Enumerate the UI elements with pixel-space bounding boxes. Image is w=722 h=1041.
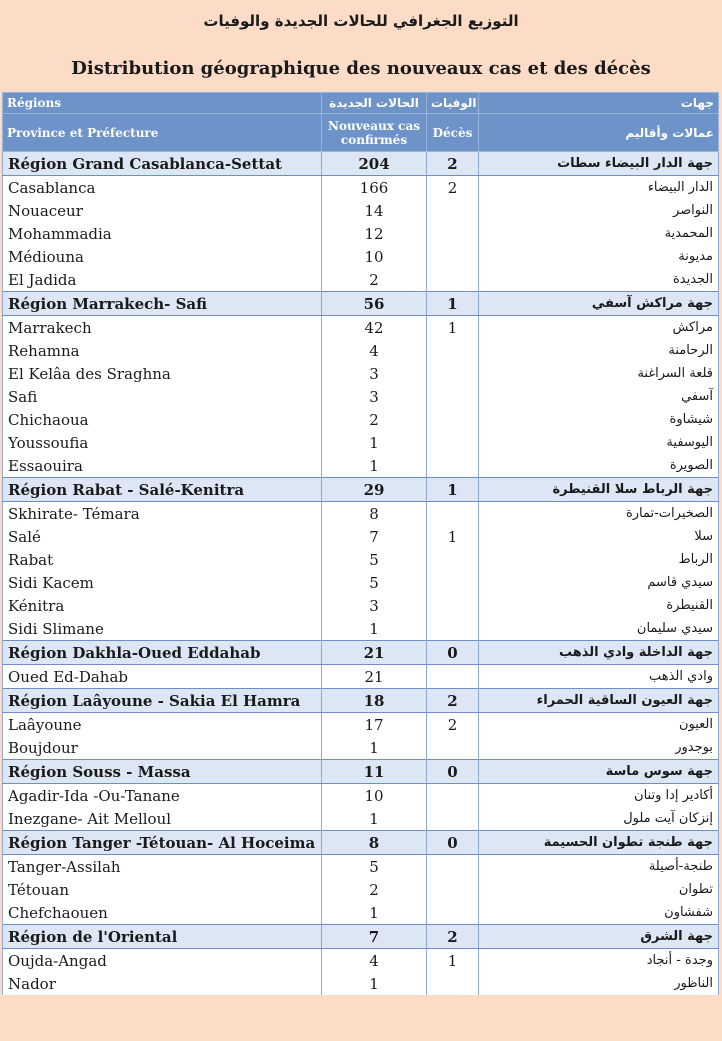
cell-name-ar: الرحامنة — [479, 339, 719, 362]
cell-deaths: 1 — [427, 316, 479, 340]
cell-new-cases: 2 — [322, 268, 427, 292]
cell-name-ar: الناظور — [479, 972, 719, 995]
cell-name-ar: القنيطرة — [479, 594, 719, 617]
cell-name-fr: Laâyoune — [3, 713, 322, 737]
province-row — [3, 571, 719, 594]
cell-deaths: 1 — [427, 478, 479, 502]
table-body — [3, 152, 719, 996]
province-row — [3, 972, 719, 995]
cell-new-cases: 166 — [322, 176, 427, 200]
cell-deaths: 1 — [427, 292, 479, 316]
cell-new-cases: 7 — [322, 925, 427, 949]
cell-name-ar: مراكش — [479, 316, 719, 340]
region-row — [3, 831, 719, 855]
cell-deaths — [427, 339, 479, 362]
cell-deaths — [427, 385, 479, 408]
cell-name-fr: Tétouan — [3, 878, 322, 901]
cell-new-cases: 8 — [322, 502, 427, 526]
cell-new-cases: 1 — [322, 431, 427, 454]
province-row — [3, 199, 719, 222]
cell-name-fr: Boujdour — [3, 736, 322, 760]
province-row — [3, 855, 719, 879]
cell-name-ar: قلعة السراغنة — [479, 362, 719, 385]
province-row — [3, 339, 719, 362]
province-row — [3, 617, 719, 641]
province-row — [3, 222, 719, 245]
province-row — [3, 316, 719, 340]
cell-name-fr: Région Souss - Massa — [3, 760, 322, 784]
cell-deaths — [427, 617, 479, 641]
cell-name-ar: الصخيرات-تمارة — [479, 502, 719, 526]
cell-name-ar: جهة الشرق — [479, 925, 719, 949]
cell-name-fr: Région Rabat - Salé-Kenitra — [3, 478, 322, 502]
cell-new-cases: 14 — [322, 199, 427, 222]
header-regions-fr: Régions — [3, 93, 322, 114]
cell-name-ar: آسفي — [479, 385, 719, 408]
cell-deaths — [427, 855, 479, 879]
province-row — [3, 713, 719, 737]
cell-deaths — [427, 431, 479, 454]
region-row — [3, 152, 719, 176]
cell-name-fr: Inezgane- Ait Melloul — [3, 807, 322, 831]
region-row — [3, 760, 719, 784]
cell-name-ar: الصويرة — [479, 454, 719, 478]
cell-deaths: 0 — [427, 831, 479, 855]
cell-name-fr: Casablanca — [3, 176, 322, 200]
cell-new-cases: 1 — [322, 972, 427, 995]
header-cases-ar: الحالات الجديدة — [322, 93, 427, 114]
cell-name-ar: طنجة-أصيلة — [479, 855, 719, 879]
cell-name-ar: وادي الذهب — [479, 665, 719, 689]
title-french: Distribution géographique des nouveaux cas et des décès — [71, 58, 651, 79]
cell-deaths — [427, 502, 479, 526]
cell-new-cases: 1 — [322, 901, 427, 925]
cell-name-ar: العيون — [479, 713, 719, 737]
title-arabic: التوزيع الجغرافي للحالات الجديدة والوفيات — [203, 12, 519, 30]
cell-name-ar: الدار البيضاء — [479, 176, 719, 200]
cell-name-ar: المحمدية — [479, 222, 719, 245]
cell-name-ar: جهة مراكش آسفي — [479, 292, 719, 316]
cell-new-cases: 204 — [322, 152, 427, 176]
cell-name-ar: إنزكان آيت ملول — [479, 807, 719, 831]
cell-new-cases: 17 — [322, 713, 427, 737]
cell-new-cases: 3 — [322, 362, 427, 385]
cell-name-ar: سلا — [479, 525, 719, 548]
cell-name-ar: جهة طنجة تطوان الحسيمة — [479, 831, 719, 855]
province-row — [3, 245, 719, 268]
cell-name-ar: اليوسفية — [479, 431, 719, 454]
cell-name-fr: Sidi Slimane — [3, 617, 322, 641]
cell-new-cases: 12 — [322, 222, 427, 245]
cell-new-cases: 3 — [322, 594, 427, 617]
cell-deaths: 1 — [427, 949, 479, 973]
cell-new-cases: 1 — [322, 454, 427, 478]
cell-name-fr: Nouaceur — [3, 199, 322, 222]
cell-name-fr: Rehamna — [3, 339, 322, 362]
header-province-ar: عمالات وأقاليم — [479, 114, 719, 152]
cell-deaths — [427, 571, 479, 594]
cell-name-fr: Région Marrakech- Safi — [3, 292, 322, 316]
distribution-table — [2, 92, 719, 995]
cell-name-fr: Youssoufia — [3, 431, 322, 454]
region-row — [3, 689, 719, 713]
province-row — [3, 949, 719, 973]
region-row — [3, 292, 719, 316]
cell-name-ar: جهة الداخلة وادي الذهب — [479, 641, 719, 665]
cell-name-ar: تطوان — [479, 878, 719, 901]
cell-name-ar: النواصر — [479, 199, 719, 222]
document-header — [0, 0, 722, 92]
cell-name-ar: شفشاون — [479, 901, 719, 925]
cell-deaths — [427, 245, 479, 268]
header-deaths-ar: الوفيات — [427, 93, 479, 114]
cell-name-fr: Oujda-Angad — [3, 949, 322, 973]
cell-deaths — [427, 736, 479, 760]
cell-new-cases: 4 — [322, 339, 427, 362]
cell-name-fr: Sidi Kacem — [3, 571, 322, 594]
cell-name-ar: وجدة - أنجاد — [479, 949, 719, 973]
cell-name-fr: Agadir-Ida -Ou-Tanane — [3, 784, 322, 808]
cell-name-fr: El Jadida — [3, 268, 322, 292]
cell-name-ar: جهة الدار البيضاء سطات — [479, 152, 719, 176]
cell-deaths: 0 — [427, 760, 479, 784]
cell-new-cases: 2 — [322, 878, 427, 901]
province-row — [3, 454, 719, 478]
province-row — [3, 362, 719, 385]
cell-deaths: 2 — [427, 152, 479, 176]
header-deaths-fr: Décès — [427, 114, 479, 152]
cell-name-fr: Région Dakhla-Oued Eddahab — [3, 641, 322, 665]
cell-name-fr: Chefchaouen — [3, 901, 322, 925]
cell-name-fr: Skhirate- Témara — [3, 502, 322, 526]
header-cases-fr: Nouveaux cas confirmés — [322, 114, 427, 152]
province-row — [3, 502, 719, 526]
cell-deaths — [427, 548, 479, 571]
cell-name-fr: Médiouna — [3, 245, 322, 268]
cell-name-fr: Oued Ed-Dahab — [3, 665, 322, 689]
cell-new-cases: 21 — [322, 665, 427, 689]
cell-deaths — [427, 784, 479, 808]
province-row — [3, 548, 719, 571]
distribution-table-wrapper — [2, 92, 718, 995]
province-row — [3, 878, 719, 901]
cell-name-fr: Tanger-Assilah — [3, 855, 322, 879]
cell-deaths — [427, 972, 479, 995]
cell-new-cases: 29 — [322, 478, 427, 502]
cell-deaths — [427, 408, 479, 431]
cell-name-fr: Région de l'Oriental — [3, 925, 322, 949]
cell-new-cases: 5 — [322, 571, 427, 594]
cell-name-fr: Safi — [3, 385, 322, 408]
province-row — [3, 176, 719, 200]
region-row — [3, 925, 719, 949]
cell-new-cases: 1 — [322, 617, 427, 641]
header-row-1 — [3, 93, 719, 114]
cell-name-ar: شيشاوة — [479, 408, 719, 431]
cell-name-ar: الرباط — [479, 548, 719, 571]
cell-new-cases: 1 — [322, 736, 427, 760]
province-row — [3, 807, 719, 831]
province-row — [3, 431, 719, 454]
cell-new-cases: 2 — [322, 408, 427, 431]
cell-name-fr: Mohammadia — [3, 222, 322, 245]
cell-deaths — [427, 594, 479, 617]
cell-new-cases: 10 — [322, 245, 427, 268]
cell-new-cases: 5 — [322, 548, 427, 571]
cell-deaths: 2 — [427, 713, 479, 737]
cell-deaths — [427, 665, 479, 689]
cell-new-cases: 56 — [322, 292, 427, 316]
cell-new-cases: 8 — [322, 831, 427, 855]
header-row-2 — [3, 114, 719, 152]
cell-name-ar: جهة سوس ماسة — [479, 760, 719, 784]
cell-deaths: 1 — [427, 525, 479, 548]
cell-name-ar: مديونة — [479, 245, 719, 268]
province-row — [3, 385, 719, 408]
header-province-fr: Province et Préfecture — [3, 114, 322, 152]
cell-new-cases: 10 — [322, 784, 427, 808]
region-row — [3, 641, 719, 665]
cell-name-ar: جهة الرباط سلا القنيطرة — [479, 478, 719, 502]
cell-deaths — [427, 901, 479, 925]
cell-name-fr: Essaouira — [3, 454, 322, 478]
cell-deaths: 2 — [427, 176, 479, 200]
cell-name-fr: Salé — [3, 525, 322, 548]
cell-deaths — [427, 268, 479, 292]
cell-name-ar: جهة العيون الساقية الحمراء — [479, 689, 719, 713]
cell-new-cases: 18 — [322, 689, 427, 713]
cell-name-fr: Rabat — [3, 548, 322, 571]
cell-name-ar: الجديدة — [479, 268, 719, 292]
province-row — [3, 408, 719, 431]
province-row — [3, 901, 719, 925]
cell-new-cases: 5 — [322, 855, 427, 879]
cell-name-fr: Région Grand Casablanca-Settat — [3, 152, 322, 176]
province-row — [3, 665, 719, 689]
cell-name-ar: أكادير إدا وتنان — [479, 784, 719, 808]
cell-deaths: 2 — [427, 925, 479, 949]
cell-new-cases: 4 — [322, 949, 427, 973]
cell-name-fr: Région Laâyoune - Sakia El Hamra — [3, 689, 322, 713]
cell-name-ar: بوجدور — [479, 736, 719, 760]
cell-new-cases: 1 — [322, 807, 427, 831]
cell-deaths — [427, 362, 479, 385]
cell-new-cases: 3 — [322, 385, 427, 408]
cell-deaths — [427, 807, 479, 831]
region-row — [3, 478, 719, 502]
cell-new-cases: 11 — [322, 760, 427, 784]
cell-deaths: 2 — [427, 689, 479, 713]
cell-deaths — [427, 878, 479, 901]
province-row — [3, 268, 719, 292]
header-regions-ar: جهات — [479, 93, 719, 114]
cell-name-fr: El Kelâa des Sraghna — [3, 362, 322, 385]
province-row — [3, 736, 719, 760]
cell-deaths — [427, 454, 479, 478]
cell-name-fr: Chichaoua — [3, 408, 322, 431]
cell-new-cases: 21 — [322, 641, 427, 665]
cell-name-fr: Nador — [3, 972, 322, 995]
cell-deaths: 0 — [427, 641, 479, 665]
cell-new-cases: 42 — [322, 316, 427, 340]
province-row — [3, 525, 719, 548]
province-row — [3, 784, 719, 808]
cell-new-cases: 7 — [322, 525, 427, 548]
cell-name-fr: Marrakech — [3, 316, 322, 340]
cell-name-ar: سيدي قاسم — [479, 571, 719, 594]
cell-deaths — [427, 222, 479, 245]
cell-name-fr: Région Tanger -Tétouan- Al Hoceima — [3, 831, 322, 855]
cell-name-fr: Kénitra — [3, 594, 322, 617]
cell-deaths — [427, 199, 479, 222]
cell-name-ar: سيدي سليمان — [479, 617, 719, 641]
province-row — [3, 594, 719, 617]
